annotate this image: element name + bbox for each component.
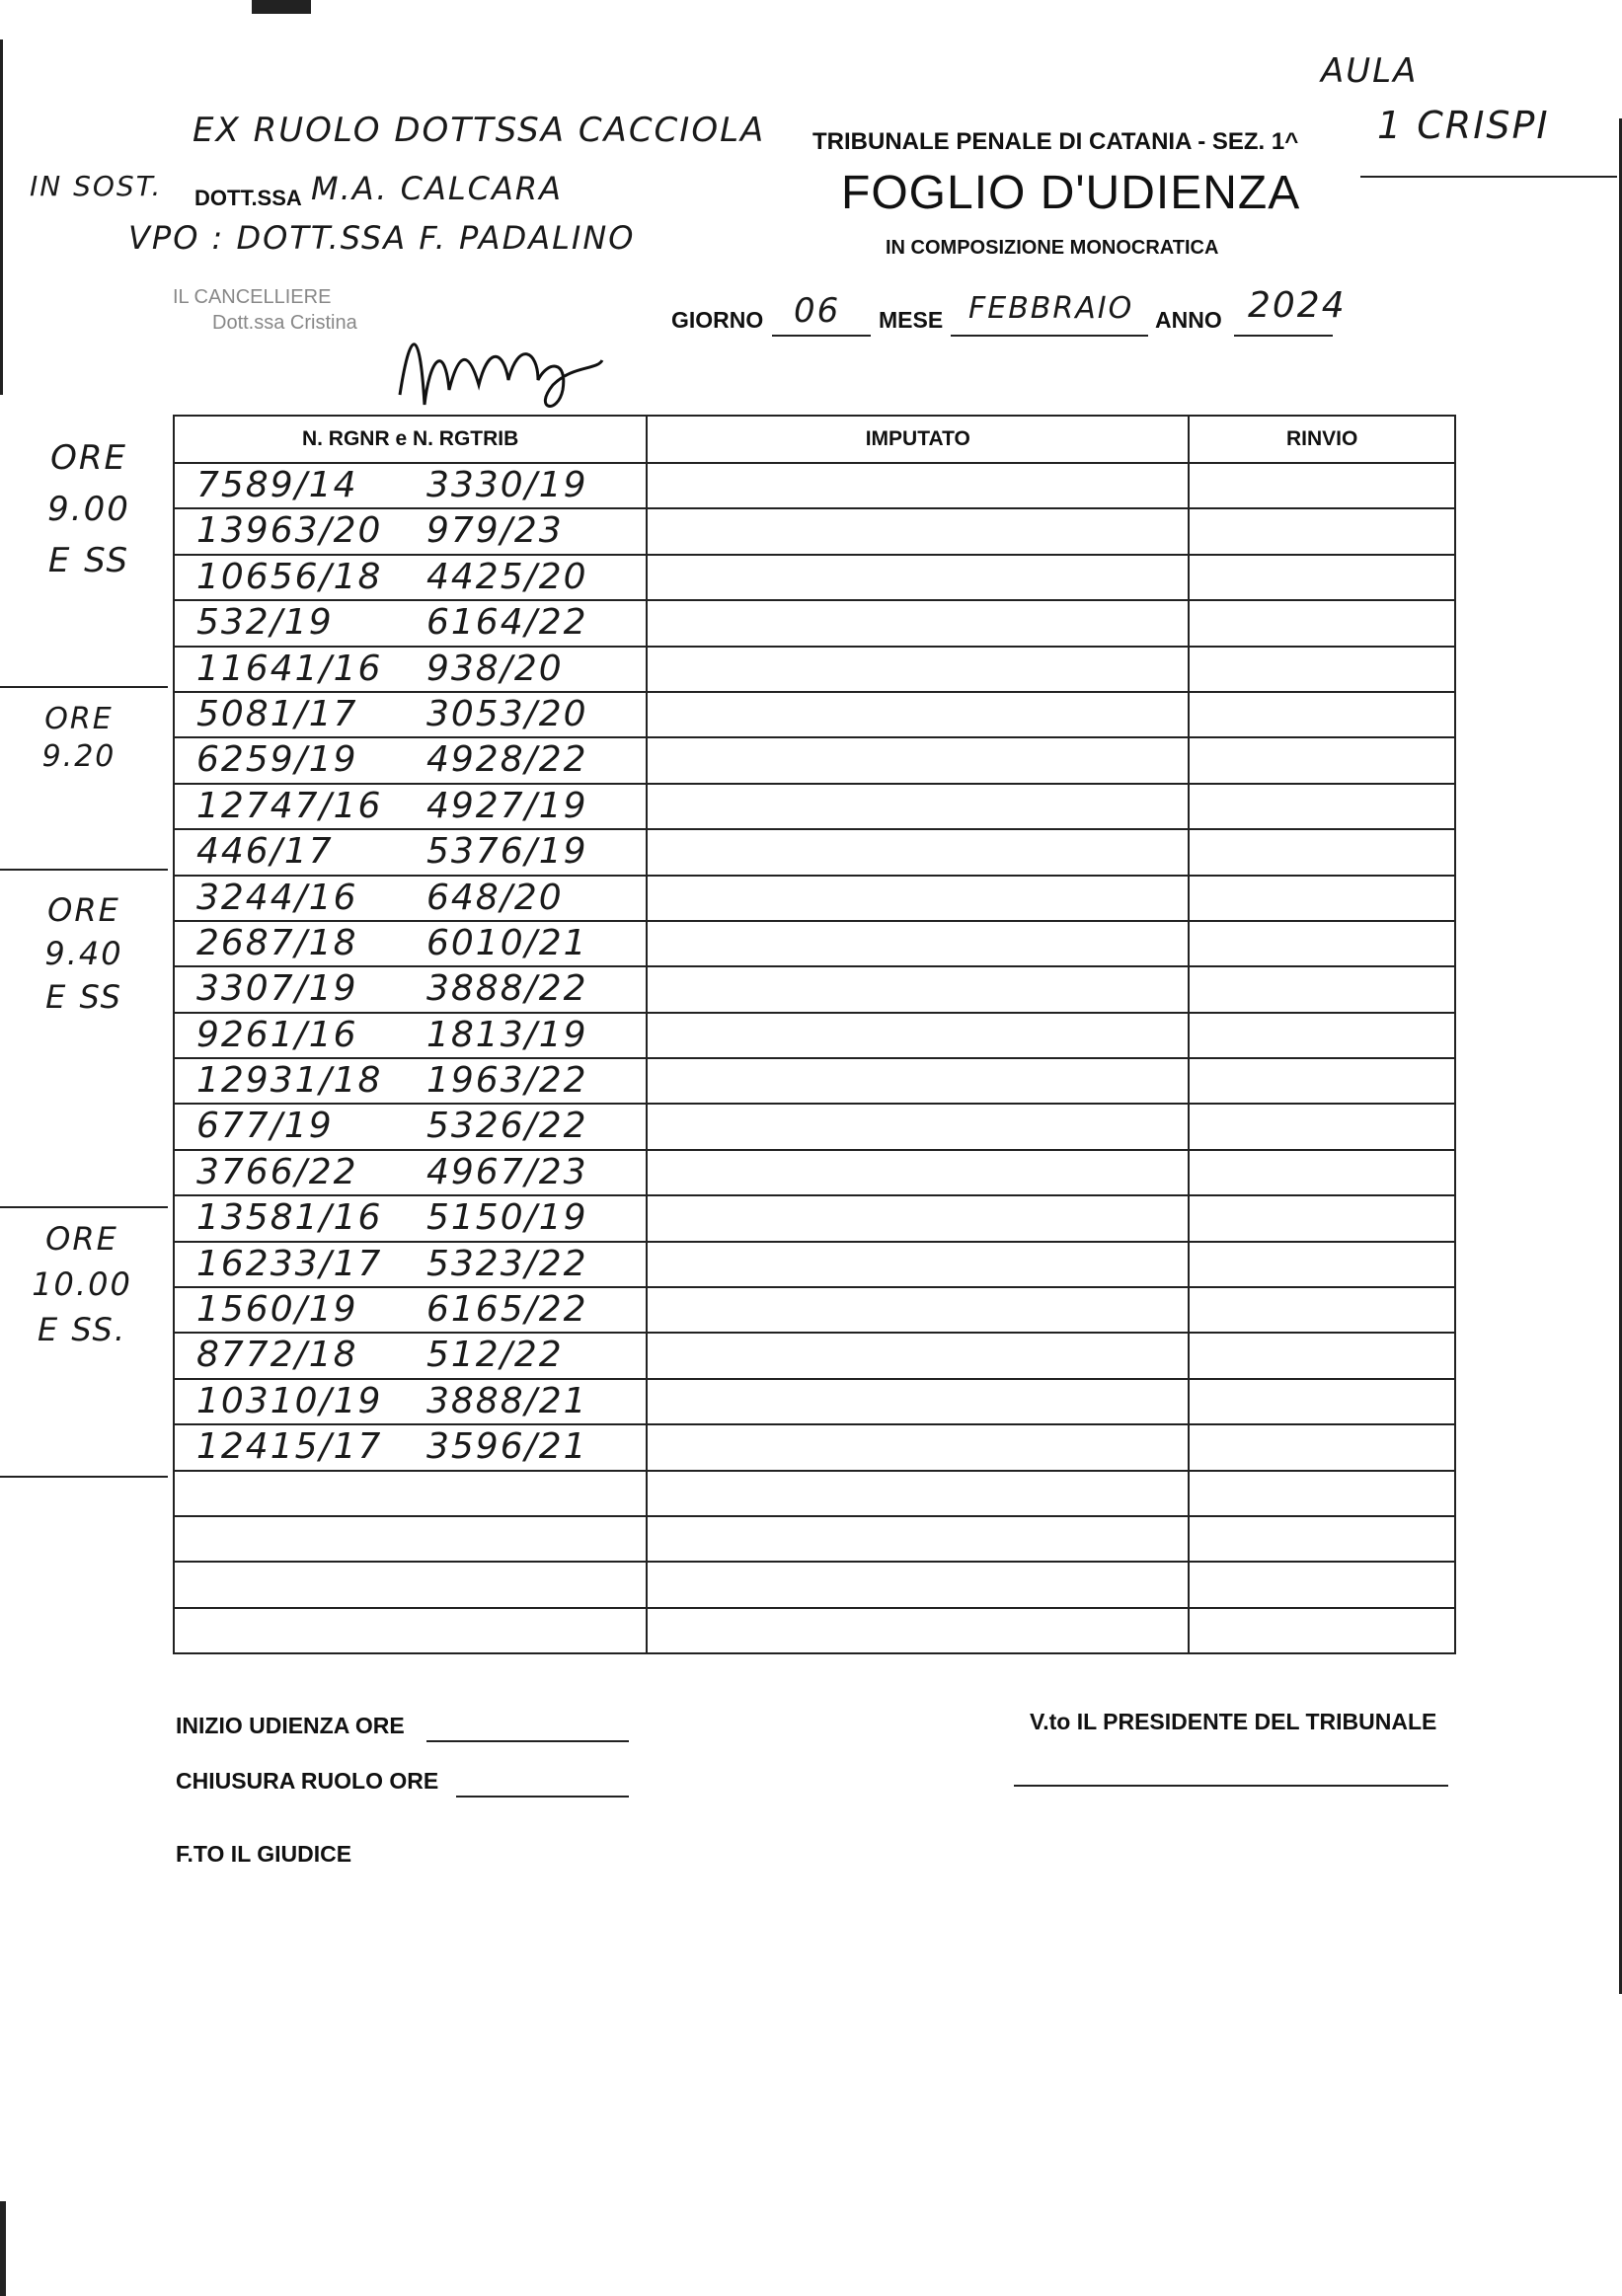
rgnr-cell bbox=[174, 784, 647, 829]
rinvio-cell bbox=[1189, 1104, 1455, 1149]
time-label: ORE bbox=[47, 891, 120, 929]
presidente-signature-field bbox=[1014, 1757, 1448, 1787]
rgnr-cell bbox=[174, 1195, 647, 1241]
imputato-cell bbox=[647, 508, 1189, 554]
rgtrib-number: 5150/19 bbox=[426, 1197, 588, 1239]
rinvio-cell bbox=[1189, 1424, 1455, 1470]
time-block-0 bbox=[35, 432, 143, 586]
signature bbox=[390, 311, 617, 420]
time-suffix: E SS. bbox=[37, 1311, 127, 1348]
rinvio-cell bbox=[1189, 966, 1455, 1012]
rgtrib-number: 6164/22 bbox=[426, 602, 588, 644]
table-row bbox=[174, 784, 1455, 829]
rinvio-cell bbox=[1189, 737, 1455, 783]
table-row bbox=[174, 508, 1455, 554]
rgtrib-number: 5323/22 bbox=[426, 1243, 588, 1284]
rgnr-cell bbox=[174, 829, 647, 875]
rgnr-number: 2687/18 bbox=[196, 922, 358, 963]
time-value: 10.00 bbox=[32, 1265, 132, 1303]
aula-name: 1 CRISPI bbox=[1377, 104, 1550, 147]
time-suffix: E SS bbox=[47, 541, 130, 580]
table-row bbox=[174, 966, 1455, 1012]
time-label: ORE bbox=[44, 702, 114, 736]
table-row bbox=[174, 1013, 1455, 1058]
rgtrib-number: 4967/23 bbox=[426, 1151, 588, 1192]
rgnr-cell bbox=[174, 966, 647, 1012]
rgnr-number: 12415/17 bbox=[196, 1426, 383, 1468]
inizio-udienza-label: INIZIO UDIENZA ORE bbox=[176, 1713, 405, 1738]
rgnr-number: 8772/18 bbox=[196, 1335, 358, 1376]
table-row bbox=[174, 600, 1455, 646]
inizio-udienza-field bbox=[426, 1713, 629, 1742]
imputato-cell bbox=[647, 1104, 1189, 1149]
table-row bbox=[174, 1195, 1455, 1241]
rgnr-cell bbox=[174, 921, 647, 966]
giudice-name: M.A. CALCARA bbox=[311, 170, 564, 207]
rgnr-cell bbox=[174, 647, 647, 692]
table-row bbox=[174, 1471, 1455, 1516]
imputato-cell bbox=[647, 692, 1189, 737]
table-header-row bbox=[174, 416, 1455, 463]
rgtrib-number: 1963/22 bbox=[426, 1060, 588, 1102]
rgnr-number: 9261/16 bbox=[196, 1014, 358, 1055]
time-block-1 bbox=[25, 701, 133, 776]
imputato-cell bbox=[647, 737, 1189, 783]
imputato-cell bbox=[647, 1608, 1189, 1653]
rinvio-cell bbox=[1189, 1287, 1455, 1333]
imputato-cell bbox=[647, 1058, 1189, 1104]
header-imputato: IMPUTATO bbox=[647, 416, 1189, 463]
rgnr-cell bbox=[174, 876, 647, 921]
in-sost-note: IN SOST. bbox=[30, 170, 163, 202]
rgtrib-number: 6165/22 bbox=[426, 1289, 588, 1331]
giorno-label: GIORNO bbox=[671, 307, 764, 333]
table-row bbox=[174, 737, 1455, 783]
rgtrib-number: 512/22 bbox=[426, 1335, 564, 1376]
rgnr-number: 1560/19 bbox=[196, 1289, 358, 1331]
rinvio-cell bbox=[1189, 1379, 1455, 1424]
hearing-table bbox=[173, 415, 1456, 1654]
imputato-cell bbox=[647, 463, 1189, 508]
rgtrib-number: 3330/19 bbox=[426, 465, 588, 505]
rinvio-cell bbox=[1189, 1516, 1455, 1562]
imputato-cell bbox=[647, 1562, 1189, 1607]
rgtrib-number: 4927/19 bbox=[426, 785, 588, 826]
rgtrib-number: 1813/19 bbox=[426, 1014, 588, 1055]
imputato-cell bbox=[647, 555, 1189, 600]
imputato-cell bbox=[647, 1287, 1189, 1333]
rinvio-cell bbox=[1189, 1150, 1455, 1195]
margin-divider-2 bbox=[0, 869, 168, 871]
rgnr-cell bbox=[174, 1150, 647, 1195]
chiusura-ruolo-field bbox=[456, 1768, 629, 1798]
table-row bbox=[174, 1287, 1455, 1333]
stamp-line-1: IL CANCELLIERE bbox=[173, 286, 332, 308]
rinvio-cell bbox=[1189, 1242, 1455, 1287]
header-rgnr: N. RGNR e N. RGTRIB bbox=[174, 416, 647, 463]
rgtrib-number: 3053/20 bbox=[426, 693, 588, 734]
rgnr-cell bbox=[174, 1287, 647, 1333]
rgnr-number: 13963/20 bbox=[196, 510, 383, 552]
rgnr-cell bbox=[174, 1379, 647, 1424]
rinvio-cell bbox=[1189, 1471, 1455, 1516]
document-title: FOGLIO D'UDIENZA bbox=[841, 167, 1301, 219]
scan-edge-left bbox=[0, 39, 3, 395]
rgtrib-number: 938/20 bbox=[426, 648, 564, 689]
margin-divider-4 bbox=[0, 1476, 168, 1478]
table-row bbox=[174, 1104, 1455, 1149]
rinvio-cell bbox=[1189, 1013, 1455, 1058]
margin-divider-3 bbox=[0, 1206, 168, 1208]
rgnr-number: 12931/18 bbox=[196, 1060, 383, 1102]
imputato-cell bbox=[647, 647, 1189, 692]
rgnr-number: 16233/17 bbox=[196, 1243, 383, 1284]
rgtrib-number: 648/20 bbox=[426, 877, 564, 918]
imputato-cell bbox=[647, 1013, 1189, 1058]
giorno-field bbox=[772, 291, 871, 337]
header-rinvio: RINVIO bbox=[1189, 416, 1455, 463]
rgnr-number: 6259/19 bbox=[196, 739, 358, 781]
time-suffix: E SS bbox=[45, 978, 122, 1016]
giudice-signature-label: F.TO IL GIUDICE bbox=[176, 1841, 352, 1867]
table-row bbox=[174, 647, 1455, 692]
table-row bbox=[174, 1058, 1455, 1104]
table-row bbox=[174, 829, 1455, 875]
rinvio-cell bbox=[1189, 508, 1455, 554]
rinvio-cell bbox=[1189, 784, 1455, 829]
rgtrib-number: 5326/22 bbox=[426, 1106, 588, 1147]
rgnr-cell bbox=[174, 692, 647, 737]
scan-mark-top bbox=[252, 0, 311, 14]
rgtrib-number: 5376/19 bbox=[426, 831, 588, 873]
imputato-cell bbox=[647, 600, 1189, 646]
rinvio-cell bbox=[1189, 1333, 1455, 1378]
rgnr-number: 7589/14 bbox=[196, 465, 358, 505]
rgtrib-number: 4928/22 bbox=[426, 739, 588, 781]
rinvio-cell bbox=[1189, 463, 1455, 508]
imputato-cell bbox=[647, 966, 1189, 1012]
rgnr-number: 5081/17 bbox=[196, 693, 358, 734]
rgnr-cell bbox=[174, 1471, 647, 1516]
rgtrib-number: 3888/21 bbox=[426, 1380, 588, 1421]
imputato-cell bbox=[647, 784, 1189, 829]
anno-label: ANNO bbox=[1155, 307, 1222, 333]
imputato-cell bbox=[647, 829, 1189, 875]
vpo-note: VPO : DOTT.SSA F. PADALINO bbox=[128, 219, 636, 257]
rinvio-cell bbox=[1189, 921, 1455, 966]
table-row bbox=[174, 1242, 1455, 1287]
table-row bbox=[174, 1516, 1455, 1562]
time-label: ORE bbox=[50, 438, 127, 478]
rinvio-cell bbox=[1189, 1608, 1455, 1653]
time-value: 9.40 bbox=[44, 935, 123, 972]
time-block-2 bbox=[30, 888, 138, 1019]
rgnr-cell bbox=[174, 508, 647, 554]
rinvio-cell bbox=[1189, 1562, 1455, 1607]
aula-underline bbox=[1360, 176, 1617, 178]
aula-label: AULA bbox=[1321, 51, 1419, 91]
rgnr-number: 10656/18 bbox=[196, 556, 383, 597]
rgtrib-number: 3596/21 bbox=[426, 1426, 588, 1468]
rgnr-cell bbox=[174, 463, 647, 508]
rgnr-cell bbox=[174, 1608, 647, 1653]
rgnr-cell bbox=[174, 1333, 647, 1378]
time-label: ORE bbox=[45, 1220, 118, 1258]
margin-divider-1 bbox=[0, 686, 168, 688]
rgnr-number: 3307/19 bbox=[196, 968, 358, 1010]
imputato-cell bbox=[647, 1195, 1189, 1241]
rgnr-cell bbox=[174, 1424, 647, 1470]
rgnr-cell bbox=[174, 1058, 647, 1104]
imputato-cell bbox=[647, 1379, 1189, 1424]
imputato-cell bbox=[647, 1333, 1189, 1378]
imputato-cell bbox=[647, 1471, 1189, 1516]
time-value: 9.00 bbox=[47, 490, 130, 529]
table-row bbox=[174, 1424, 1455, 1470]
mese-label: MESE bbox=[879, 307, 944, 333]
rinvio-cell bbox=[1189, 1058, 1455, 1104]
mese-value: FEBBRAIO bbox=[968, 291, 1134, 326]
rinvio-cell bbox=[1189, 692, 1455, 737]
mese-field bbox=[951, 291, 1148, 337]
rgnr-number: 532/19 bbox=[196, 602, 334, 644]
rinvio-cell bbox=[1189, 600, 1455, 646]
imputato-cell bbox=[647, 1150, 1189, 1195]
table-row bbox=[174, 1608, 1455, 1653]
time-block-3 bbox=[28, 1216, 136, 1352]
rgnr-cell bbox=[174, 737, 647, 783]
table-row bbox=[174, 1562, 1455, 1607]
rgnr-number: 3766/22 bbox=[196, 1151, 358, 1192]
document-subtitle: IN COMPOSIZIONE MONOCRATICA bbox=[886, 237, 1219, 259]
rgnr-cell bbox=[174, 1242, 647, 1287]
rgnr-cell bbox=[174, 555, 647, 600]
rgnr-number: 12747/16 bbox=[196, 785, 383, 826]
table-row bbox=[174, 463, 1455, 508]
rinvio-cell bbox=[1189, 1195, 1455, 1241]
rgnr-cell bbox=[174, 1013, 647, 1058]
court-name: TRIBUNALE PENALE DI CATANIA - SEZ. 1^ bbox=[812, 128, 1299, 155]
imputato-cell bbox=[647, 876, 1189, 921]
rgnr-number: 677/19 bbox=[196, 1106, 334, 1147]
imputato-cell bbox=[647, 921, 1189, 966]
dott-ssa-printed: DOTT.SSA bbox=[194, 186, 302, 210]
table-row bbox=[174, 876, 1455, 921]
anno-field bbox=[1234, 285, 1347, 337]
table-row bbox=[174, 555, 1455, 600]
rgnr-cell bbox=[174, 1562, 647, 1607]
rgtrib-number: 4425/20 bbox=[426, 556, 588, 597]
date-line bbox=[671, 285, 1392, 341]
rgtrib-number: 3888/22 bbox=[426, 968, 588, 1010]
table-body bbox=[174, 463, 1455, 1653]
rinvio-cell bbox=[1189, 647, 1455, 692]
rgnr-cell bbox=[174, 1104, 647, 1149]
rgnr-number: 11641/16 bbox=[196, 648, 383, 689]
stamp-line-2: Dott.ssa Cristina bbox=[212, 312, 357, 334]
ruolo-note: EX RUOLO DOTTSSA CACCIOLA bbox=[193, 111, 766, 150]
presidente-label: V.to IL PRESIDENTE DEL TRIBUNALE bbox=[1030, 1709, 1437, 1734]
chiusura-ruolo-label: CHIUSURA RUOLO ORE bbox=[176, 1768, 439, 1794]
rgnr-number: 10310/19 bbox=[196, 1380, 383, 1421]
anno-value: 2024 bbox=[1248, 285, 1347, 326]
imputato-cell bbox=[647, 1242, 1189, 1287]
rinvio-cell bbox=[1189, 876, 1455, 921]
table-row bbox=[174, 692, 1455, 737]
scan-mark-bottom-left bbox=[0, 2201, 6, 2296]
rgnr-cell bbox=[174, 1516, 647, 1562]
rinvio-cell bbox=[1189, 829, 1455, 875]
rgnr-number: 3244/16 bbox=[196, 877, 358, 918]
rgnr-number: 446/17 bbox=[196, 831, 334, 873]
rinvio-cell bbox=[1189, 555, 1455, 600]
table-row bbox=[174, 1150, 1455, 1195]
rgtrib-number: 6010/21 bbox=[426, 922, 588, 963]
imputato-cell bbox=[647, 1424, 1189, 1470]
imputato-cell bbox=[647, 1516, 1189, 1562]
table-row bbox=[174, 1379, 1455, 1424]
table-row bbox=[174, 1333, 1455, 1378]
giorno-value: 06 bbox=[794, 291, 841, 331]
rgtrib-number: 979/23 bbox=[426, 510, 564, 552]
rgnr-number: 13581/16 bbox=[196, 1197, 383, 1239]
table-row bbox=[174, 921, 1455, 966]
time-value: 9.20 bbox=[41, 739, 116, 774]
rgnr-cell bbox=[174, 600, 647, 646]
